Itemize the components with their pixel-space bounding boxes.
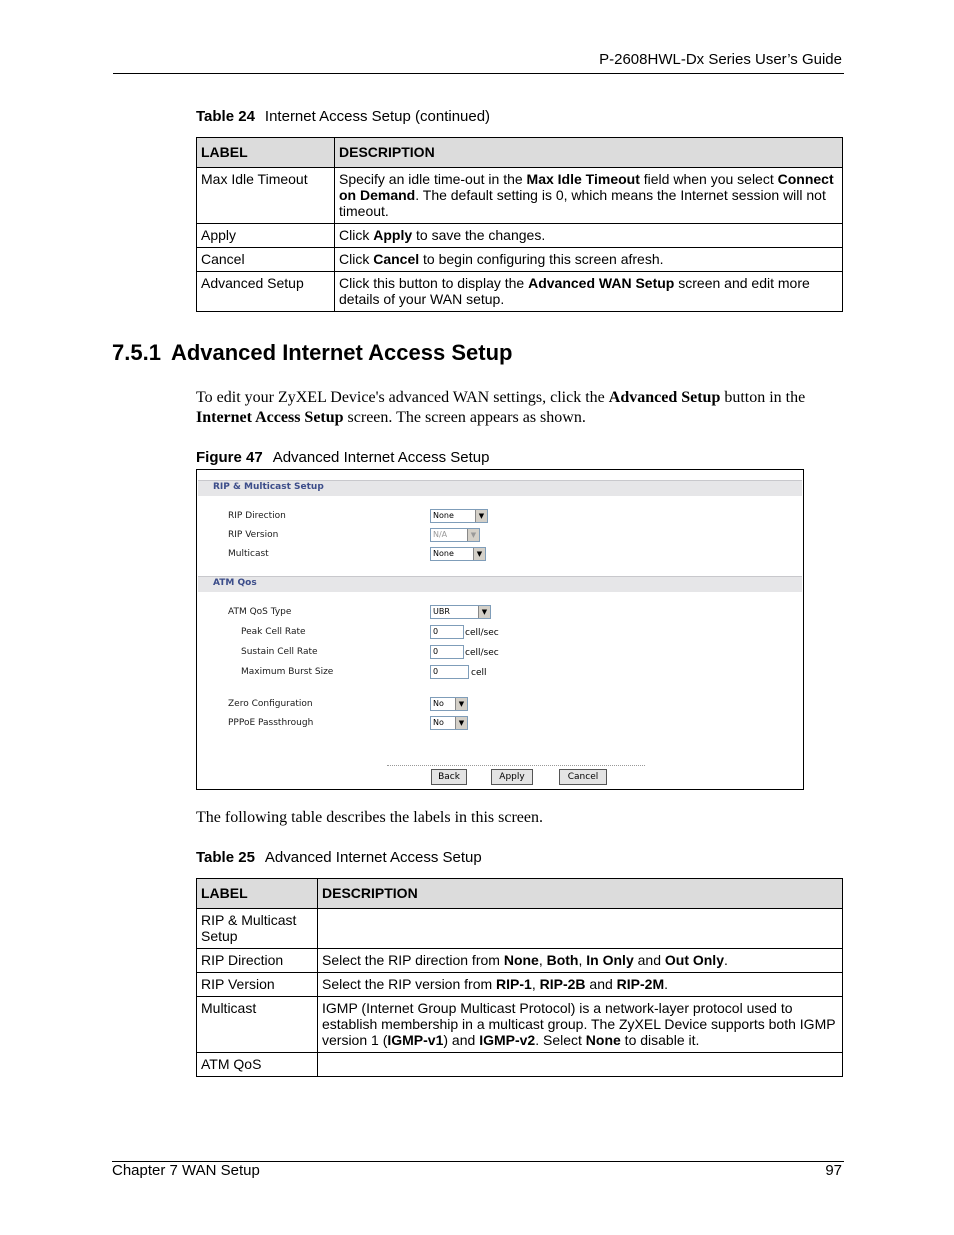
button-divider [387, 765, 645, 766]
figure-47-caption-number: Figure 47 [196, 449, 263, 466]
table-row [197, 973, 843, 997]
table-25 [196, 878, 843, 1077]
footer-chapter: Chapter 7 WAN Setup [112, 1162, 260, 1179]
row-description [318, 909, 843, 949]
table-row [197, 997, 843, 1053]
row-label: Apply [197, 224, 335, 248]
table-25-caption [196, 849, 482, 866]
rip-direction-value: None [433, 511, 454, 520]
cancel-button[interactable]: Cancel [559, 769, 607, 785]
row-description: Select the RIP version from RIP-1, RIP-2B and RIP-2M. [318, 973, 843, 997]
atm-qos-type-value: UBR [433, 607, 450, 616]
chevron-down-icon: ▼ [455, 698, 467, 710]
section-number: 7.5.1 [112, 340, 161, 365]
atm-qos-type-label: ATM QoS Type [228, 607, 292, 617]
peak-cell-rate-unit: cell/sec [465, 628, 499, 638]
rip-version-label: RIP Version [228, 530, 279, 540]
chevron-down-icon: ▼ [475, 510, 487, 522]
rip-version-select[interactable] [430, 528, 480, 542]
table-25-caption-number: Table 25 [196, 849, 255, 866]
table-row [197, 224, 843, 248]
row-label: ATM QoS [197, 1053, 318, 1077]
multicast-value: None [433, 549, 454, 558]
table-row [197, 272, 843, 312]
table-24-header-description: DESCRIPTION [335, 138, 843, 168]
table-25-header-description: DESCRIPTION [318, 879, 843, 909]
pppoe-passthrough-select[interactable] [430, 716, 468, 730]
peak-cell-rate-input[interactable]: 0 [430, 625, 464, 639]
row-label: Advanced Setup [197, 272, 335, 312]
max-burst-size-input[interactable]: 0 [430, 665, 469, 679]
sustain-cell-rate-label: Sustain Cell Rate [241, 647, 318, 657]
pppoe-passthrough-label: PPPoE Passthrough [228, 718, 314, 728]
figure-47-caption-text: Advanced Internet Access Setup [272, 449, 490, 466]
table-row [197, 949, 843, 973]
row-description: Select the RIP direction from None, Both, In Only and Out Only. [318, 949, 843, 973]
sustain-cell-rate-input[interactable]: 0 [430, 645, 464, 659]
apply-button[interactable]: Apply [491, 769, 533, 785]
zero-configuration-label: Zero Configuration [228, 699, 313, 709]
atm-qos-type-select[interactable] [430, 605, 491, 619]
rip-multicast-section-bar [198, 480, 802, 496]
row-label: Multicast [197, 997, 318, 1053]
sustain-cell-rate-unit: cell/sec [465, 648, 499, 658]
intro-paragraph: To edit your ZyXEL Device's advanced WAN settings, click the Advanced Setup button in the Internet Access Setup screen. The screen appears as shown. [196, 389, 806, 426]
multicast-label: Multicast [228, 549, 269, 559]
table-25-header-label: LABEL [197, 879, 318, 909]
page-number: 97 [825, 1162, 842, 1179]
row-description: Click Cancel to begin configuring this screen afresh. [335, 248, 843, 272]
table-row [197, 909, 843, 949]
chevron-down-icon: ▼ [473, 548, 485, 560]
chevron-down-icon: ▼ [467, 529, 479, 541]
row-description [318, 1053, 843, 1077]
row-label: Max Idle Timeout [197, 168, 335, 224]
table-24-caption [196, 108, 490, 125]
row-label: Cancel [197, 248, 335, 272]
multicast-select[interactable] [430, 547, 486, 561]
table-row [197, 248, 843, 272]
pppoe-passthrough-value: No [433, 718, 444, 727]
table-24-header-label: LABEL [197, 138, 335, 168]
row-description: Specify an idle time-out in the Max Idle Timeout field when you select Connect on Demand. The default setting is 0, which means the Internet session will not timeout. [335, 168, 843, 224]
row-label: RIP Version [197, 973, 318, 997]
row-description: IGMP (Internet Group Multicast Protocol) is a network-layer protocol used to establish membership in a multicast group. The ZyXEL Device supports both IGMP version 1 (IGMP-v1) and IGMP-v2. Select None to disable it. [318, 997, 843, 1053]
advanced-setup-screenshot [196, 469, 804, 790]
rip-version-value: N/A [433, 530, 448, 539]
header-rule [113, 73, 844, 74]
row-description: Click this button to display the Advanced WAN Setup screen and edit more details of your WAN setup. [335, 272, 843, 312]
max-burst-size-label: Maximum Burst Size [241, 667, 334, 677]
chevron-down-icon: ▼ [478, 606, 490, 618]
rip-multicast-section-title: RIP & Multicast Setup [213, 482, 324, 492]
row-label: RIP & Multicast Setup [197, 909, 318, 949]
atm-qos-section-bar [198, 576, 802, 592]
guide-title: P-2608HWL-Dx Series User’s Guide [599, 51, 842, 68]
table-row [197, 168, 843, 224]
table-25-caption-text: Advanced Internet Access Setup [264, 849, 482, 866]
row-label: RIP Direction [197, 949, 318, 973]
atm-qos-section-title: ATM Qos [213, 578, 257, 588]
figure-47-caption [196, 449, 490, 466]
zero-configuration-value: No [433, 699, 444, 708]
zero-configuration-select[interactable] [430, 697, 468, 711]
back-button[interactable]: Back [431, 769, 467, 785]
row-description: Click Apply to save the changes. [335, 224, 843, 248]
section-heading [112, 340, 512, 366]
peak-cell-rate-label: Peak Cell Rate [241, 627, 306, 637]
rip-direction-select[interactable] [430, 509, 488, 523]
table-24 [196, 137, 843, 312]
table-24-caption-text: Internet Access Setup (continued) [264, 108, 491, 125]
section-title: Advanced Internet Access Setup [170, 340, 513, 365]
chevron-down-icon: ▼ [455, 717, 467, 729]
table-row [197, 1053, 843, 1077]
max-burst-size-unit: cell [471, 668, 487, 678]
rip-direction-label: RIP Direction [228, 511, 286, 521]
following-paragraph: The following table describes the labels in this screen. [196, 809, 544, 826]
table-24-caption-number: Table 24 [196, 108, 255, 125]
